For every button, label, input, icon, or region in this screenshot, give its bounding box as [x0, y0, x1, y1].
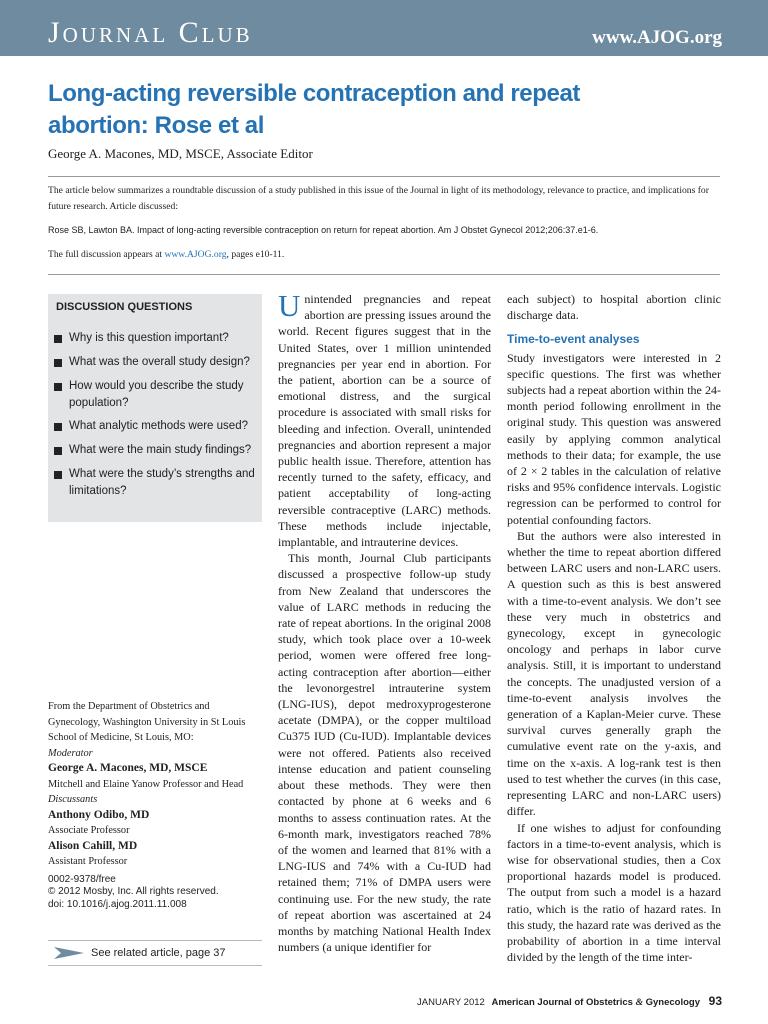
list-item: What was the overall study design? — [54, 354, 258, 371]
list-item: What were the study’s strengths and limitations? — [54, 466, 258, 500]
affiliation-from: From the Department of Obstetrics and Gynecology, Washington University in St Louis School of Medicine, St Louis, MO: — [48, 701, 246, 743]
article-title: Long-acting reversible contraception and repeat abortion: Rose et al — [48, 80, 580, 139]
square-bullet-icon — [54, 447, 62, 455]
drop-cap: U — [278, 288, 301, 323]
square-bullet-icon — [54, 383, 62, 391]
discussant-title: Associate Professor — [48, 825, 130, 836]
discussion-questions-list — [54, 330, 258, 507]
discussion-questions-box — [48, 294, 262, 522]
intro-text: The article below summarizes a roundtable discussion of a study published in this issue of the Journal in light of its methodology, relevance to practice, and implications for future research. Article discussed: — [48, 185, 709, 212]
divider-bottom — [48, 274, 720, 275]
moderator-name: George A. Macones, MD, MSCE — [48, 762, 208, 774]
related-article-text: See related article, page 37 — [91, 947, 226, 959]
related-article[interactable] — [48, 940, 262, 966]
affiliation-block — [48, 699, 262, 911]
square-bullet-icon — [54, 471, 62, 479]
paragraph: If one wishes to adjust for confounding factors in a time-to-event analysis, which is wise for observational studies, then a Cox proportional hazards model is produced. The output from such a model is a hazard ratio, which is the ratio of hazard rates. In this study, the hazard rate was derived as the probability of abortion in a time interval divided by the length of the time inter- — [507, 820, 721, 965]
body-column-middle — [278, 288, 491, 955]
discussant-title: Assistant Professor — [48, 856, 128, 867]
paragraph: But the authors were also interested in whether the time to repeat abortion differed between LARC users and non-LARC users. A question such as this is best answered with a time-to-event analysis. We don’t see these very much in obstetrics and gynecology, except in gynecologic oncology and perhaps in labor curve analysis. Still, it is important to understand the concepts. The unadjusted version of a time-to-event analysis involves the generation of a Kaplan-Meier curve. These survival curves generally graph the cumulative event rate on the y-axis, and time on the x-axis. A log-rank test is then used to test whether the curves (in this case, representing LARC and non-LARC users) differ. — [507, 528, 721, 819]
moderator-title: Mitchell and Elaine Yanow Professor and Head — [48, 778, 244, 790]
divider-top — [48, 176, 720, 177]
discussion-questions-header: DISCUSSION QUESTIONS — [56, 301, 193, 313]
ajog-link[interactable]: www.AJOG.org — [164, 249, 227, 260]
journal-url[interactable]: www.AJOG.org — [592, 27, 722, 48]
doi: doi: 10.1016/j.ajog.2011.11.008 — [48, 898, 187, 910]
list-item: What analytic methods were used? — [54, 418, 258, 435]
copyright: © 2012 Mosby, Inc. All rights reserved. — [48, 886, 219, 897]
body-column-right — [507, 291, 721, 965]
paragraph: each subject) to hospital abortion clinic discharge data. — [507, 292, 721, 323]
section-title: Journal Club — [48, 16, 253, 49]
byline: George A. Macones, MD, MSCE, Associate Editor — [48, 146, 313, 161]
full-discussion-note: The full discussion appears at www.AJOG.org, pages e10-11. — [48, 249, 285, 260]
paragraph: Unintended pregnancies and repeat abortion are pressing issues around the world. Recent figures suggest that in the United States, over 1 million unintended pregnancies per year end in abortion. For the patient, abortion can be a source of emotional distress, and the surgical procedure is associated with small risks for bleeding and infection. Overall, unintended pregnancies and abortion represent a major public health issue. Therefore, attention has recently turned to the safety, efficacy, and patient acceptability of long-acting reversible contraceptive (LARC) methods. These methods include injectable, implantable, and intrauterine devices. — [278, 288, 491, 550]
list-item: How would you describe the study population? — [54, 378, 258, 412]
citation: Rose SB, Lawton BA. Impact of long-acting reversible contraception on return for repeat abortion. Am J Obstet Gynecol 2012;206:37.e1-6. — [48, 225, 599, 235]
issn: 0002-9378/free — [48, 873, 116, 885]
header-bar — [0, 0, 768, 56]
list-item: Why is this question important? — [54, 330, 258, 347]
discussant-name: Anthony Odibo, MD — [48, 808, 150, 821]
page-number: 93 — [708, 994, 722, 1008]
paragraph: This month, Journal Club participants discussed a prospective follow-up study from New Zealand that underscores the value of LARC methods in reducing the rate of repeat abortions. In the original 2008 study, which took place over a 10-week period, women were offered free long-acting contraception after abortion—either the levonorgestrel intrauterine system (LNG-IUS), depot medroxyprogesterone acetate (DMPA), or the copper multiload Cu375 IUD (Cu-IUD). Implantable devices were not offered. Patients also received intense education and patient counseling about these methods. They were then contacted by phone at 6 weeks and 6 months to assess continuation rates. At the 6-month mark, investigators reached 78% of the women and learned that 81% with a LNG-IUS and 74% with a Cu-IUD had retained them; 71% of DMPA users were continuing use. For the new study, the rate of repeat abortion was ascertained at 24 months by matching National Health Index numbers (a unique identifier for — [278, 551, 491, 955]
section-heading: Time-to-event analyses — [507, 332, 640, 347]
arrow-right-icon — [54, 945, 84, 961]
paragraph: Study investigators were interested in 2 specific questions. The first was whether subjects had a repeat abortion within the 24-month period following enrollment in the original study. This question was answered easily by applying common analytical methods to their data; for example, the use of 2 × 2 tables in the calculation of relative risks and 95% confidence intervals. Logistic regression can be performed to control for potential confounding factors. — [507, 350, 721, 527]
discussant-name: Alison Cahill, MD — [48, 839, 138, 852]
moderator-label: Moderator — [48, 747, 93, 759]
list-item: What were the main study findings? — [54, 442, 258, 459]
journal-name: American Journal of Obstetrics & Gynecology — [491, 997, 700, 1008]
issue-date: JANUARY 2012 — [417, 997, 485, 1008]
discussants-label: Discussants — [48, 794, 98, 805]
square-bullet-icon — [54, 359, 62, 367]
square-bullet-icon — [54, 423, 62, 431]
page-footer — [417, 994, 722, 1008]
square-bullet-icon — [54, 335, 62, 343]
